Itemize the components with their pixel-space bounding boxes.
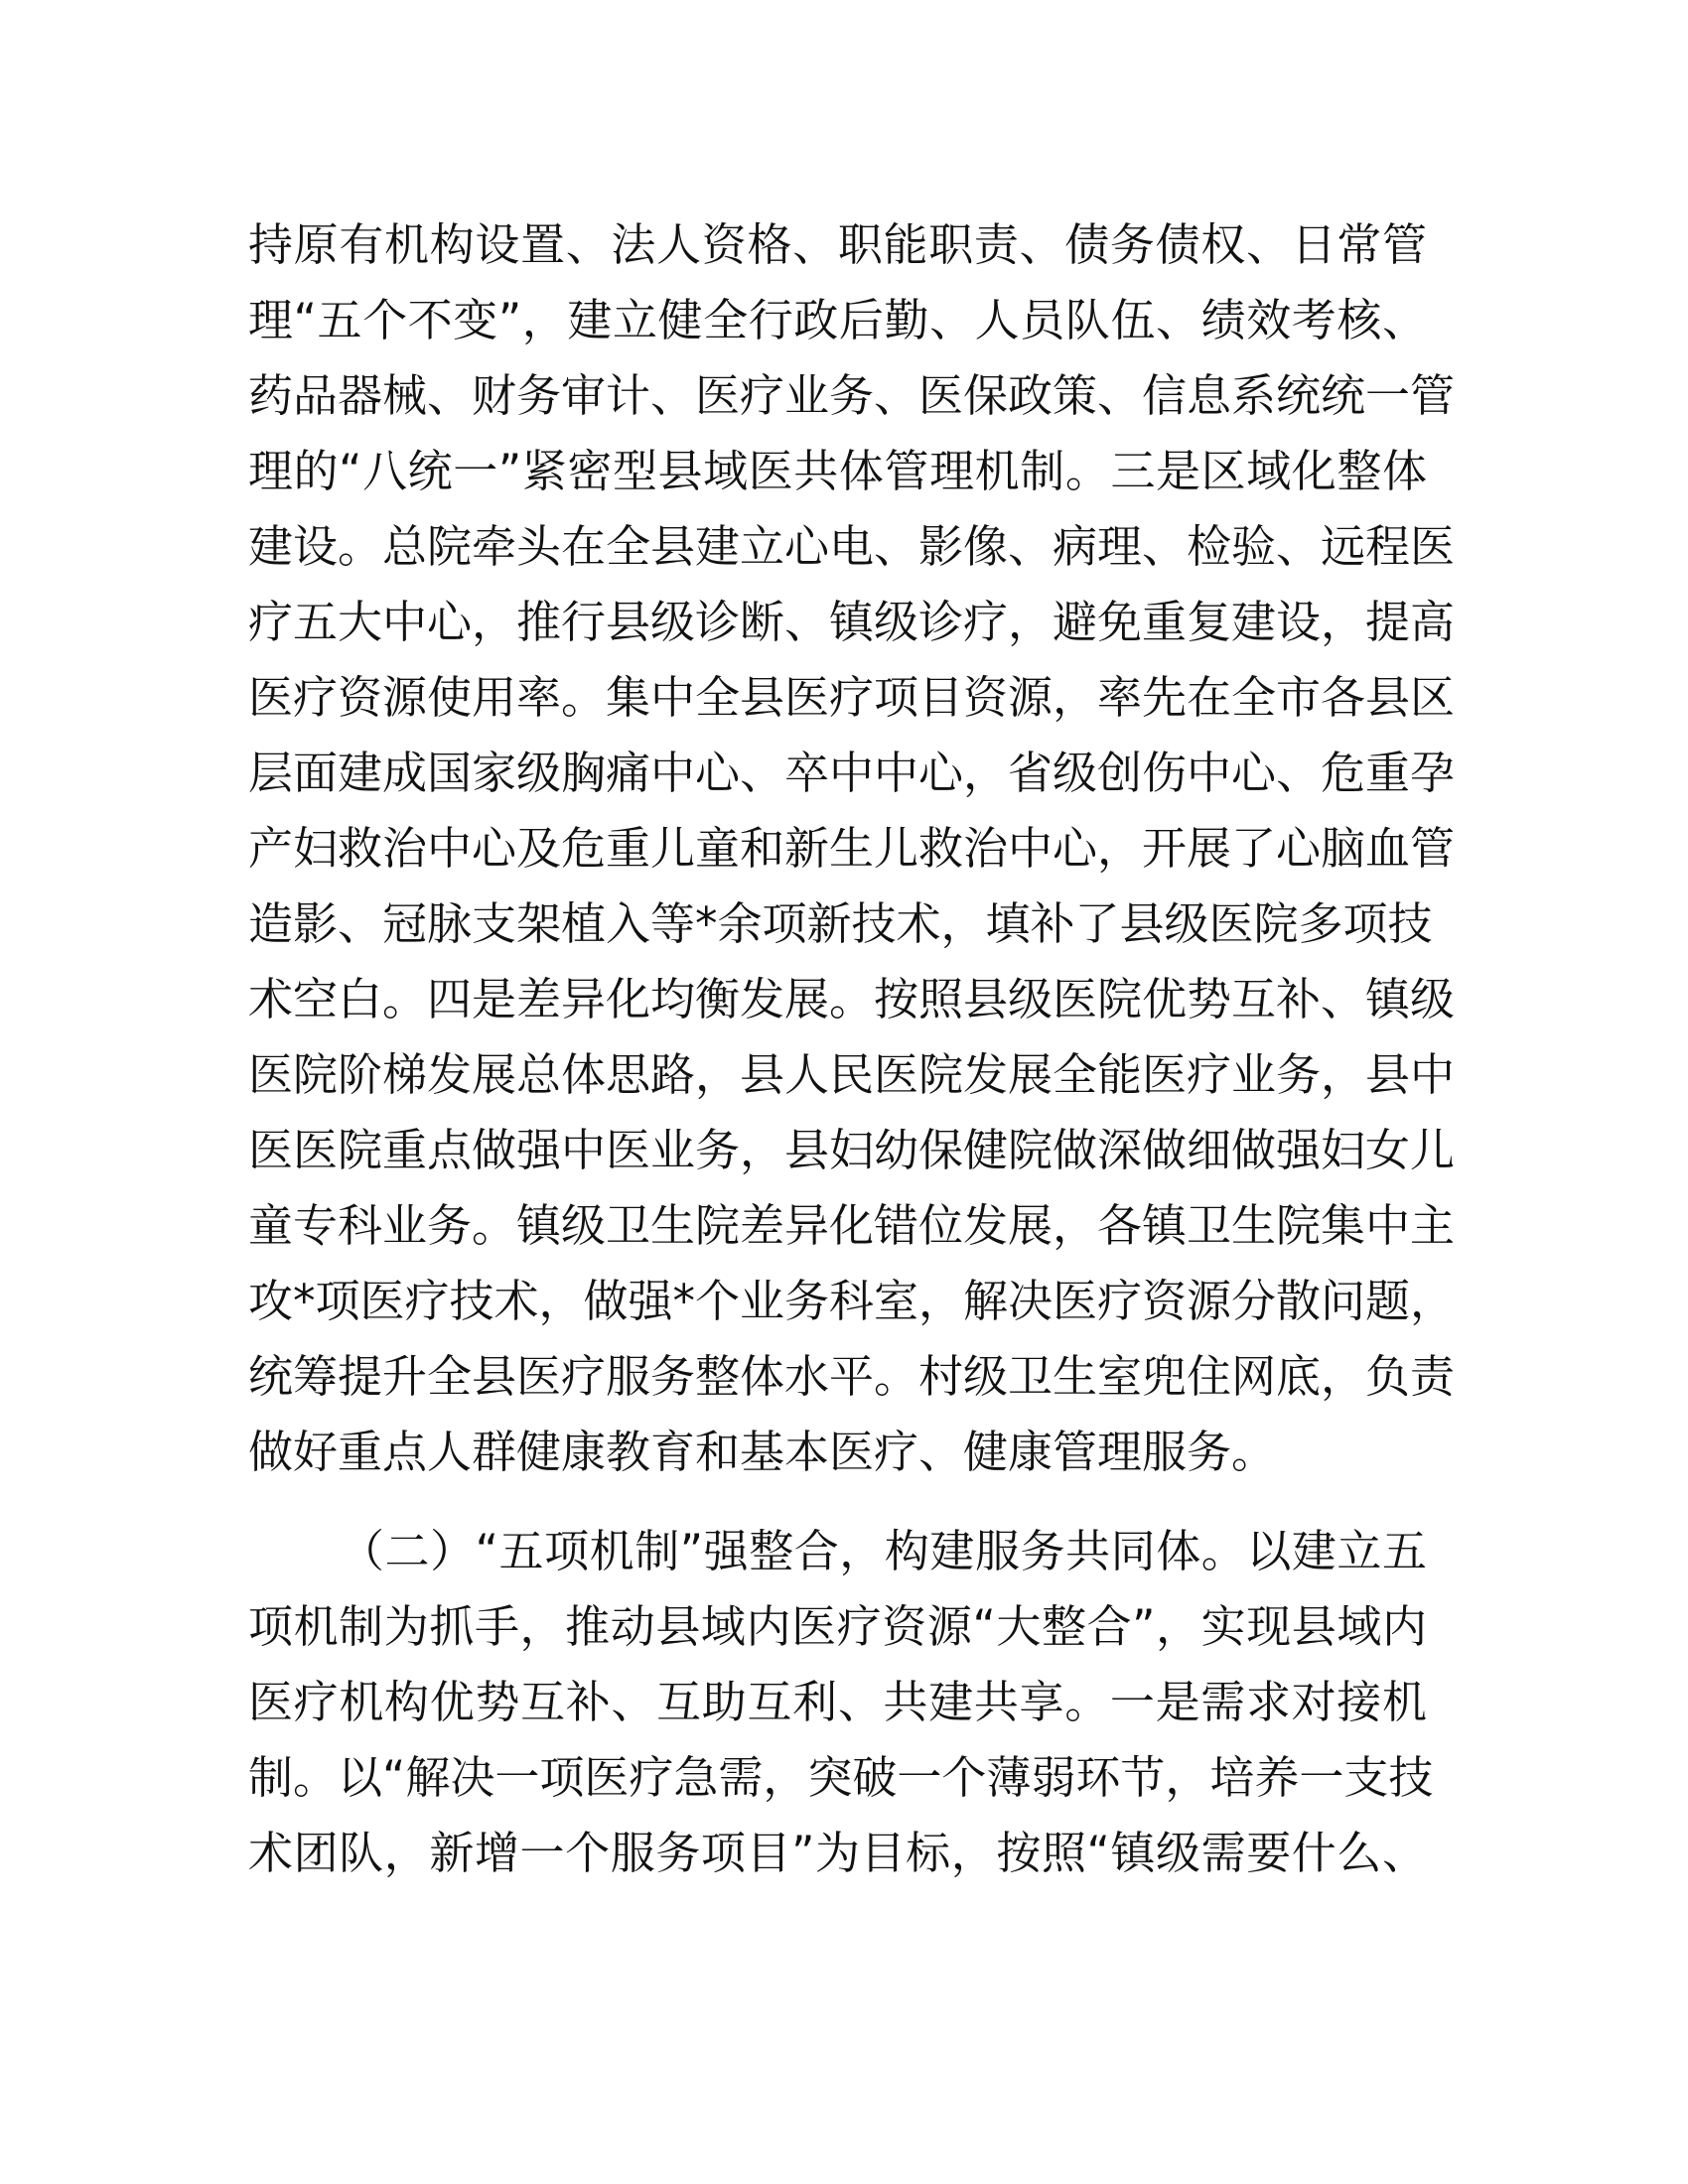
text-line: 医疗机构优势互补、互助互利、共建共享。一是需求对接机	[248, 1676, 1427, 1728]
paragraph-1	[248, 207, 1456, 1490]
text-line: 术团队，新增一个服务项目”为目标，按照“镇级需要什么、	[248, 1827, 1427, 1879]
document-page	[248, 207, 1456, 1891]
text-line: 制。以“解决一项医疗急需，突破一个薄弱环节，培养一支技	[248, 1751, 1434, 1804]
text-line: 持原有机构设置、法人资格、职能职责、债务债权、日常管	[248, 218, 1427, 271]
text-line: 层面建成国家级胸痛中心、卒中中心，省级创伤中心、危重孕	[248, 747, 1456, 799]
text-line: 医疗资源使用率。集中全县医疗项目资源，率先在全市各县区	[248, 671, 1456, 724]
text-line: 做好重点人群健康教育和基本医疗、健康管理服务。	[248, 1426, 1277, 1478]
text-line: 产妇救治中心及危重儿童和新生儿救治中心，开展了心脑血管	[248, 822, 1456, 875]
text-line: 医医院重点做强中医业务，县妇幼保健院做深做细做强妇女儿	[248, 1124, 1456, 1176]
text-line: 药品器械、财务审计、医疗业务、医保政策、信息系统统一管	[248, 369, 1456, 422]
text-line: 项机制为抓手，推动县域内医疗资源“大整合”，实现县域内	[248, 1600, 1427, 1653]
text-line: （二）“五项机制”强整合，构建服务共同体。以建立五	[340, 1525, 1427, 1577]
text-line: 术空白。四是差异化均衡发展。按照县级医院优势互补、镇级	[248, 973, 1456, 1025]
text-line: 造影、冠脉支架植入等*余项新技术，填补了县级医院多项技	[248, 897, 1433, 950]
text-line: 理“五个不变”，建立健全行政后勤、人员队伍、绩效考核、	[248, 294, 1427, 346]
text-line: 理的“八统一”紧密型县域医共体管理机制。三是区域化整体	[248, 445, 1427, 497]
text-line: 统筹提升全县医疗服务整体水平。村级卫生室兜住网底，负责	[248, 1350, 1456, 1403]
paragraph-2	[248, 1514, 1434, 1891]
text-line: 建设。总院牵头在全县建立心电、影像、病理、检验、远程医	[248, 520, 1456, 573]
text-line: 攻*项医疗技术，做强*个业务科室，解决医疗资源分散问题，	[248, 1275, 1456, 1327]
text-line: 疗五大中心，推行县级诊断、镇级诊疗，避免重复建设，提高	[248, 596, 1456, 648]
text-line: 医院阶梯发展总体思路，县人民医院发展全能医疗业务，县中	[248, 1048, 1456, 1101]
text-line: 童专科业务。镇级卫生院差异化错位发展，各镇卫生院集中主	[248, 1199, 1456, 1252]
